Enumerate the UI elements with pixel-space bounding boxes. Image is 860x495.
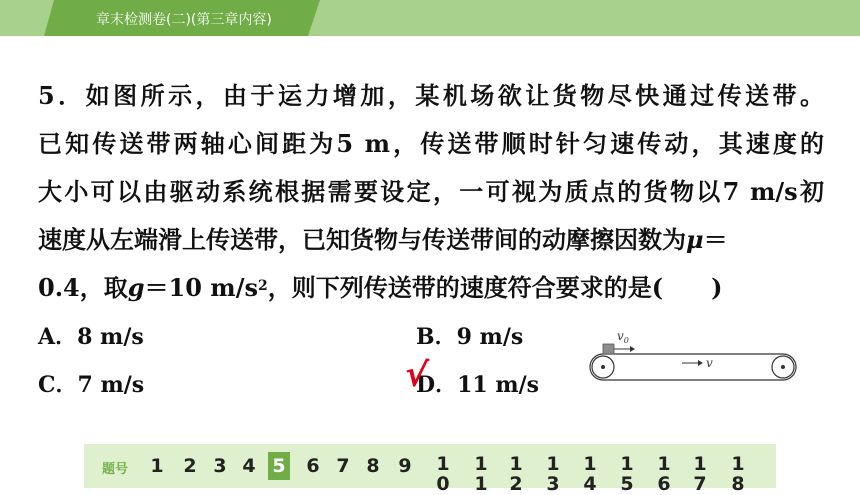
question-line-5	[38, 264, 824, 312]
nav-question-10[interactable]	[432, 454, 454, 494]
nav-number-bottom: 5	[620, 473, 634, 495]
question-text	[38, 72, 824, 312]
nav-number-bottom: 3	[546, 473, 560, 495]
question-line-1: 5．如图所示，由于运力增加，某机场欲让货物尽快通过传送带。	[38, 81, 824, 110]
nav-number-top: 5	[272, 455, 286, 477]
option-b[interactable]: B．9 m/s	[416, 324, 524, 350]
nav-number-top: 1	[620, 453, 634, 475]
mu-symbol: μ	[686, 225, 704, 254]
nav-question-17[interactable]	[689, 454, 711, 494]
superscript-2: 2	[257, 278, 268, 294]
nav-label: 题号	[102, 462, 129, 477]
conveyor-belt-diagram	[588, 326, 804, 388]
question-nav	[84, 444, 776, 495]
nav-number-top: 2	[183, 455, 197, 477]
nav-number-bottom: 4	[583, 473, 597, 495]
question-line-5-c: ，则下列传送带的速度符合要求的是( )	[267, 273, 723, 302]
nav-number-bottom: 7	[693, 473, 707, 495]
option-c[interactable]: C．7 m/s	[38, 372, 145, 398]
v0-label: $v_0$	[617, 329, 629, 345]
nav-question-8[interactable]	[362, 452, 384, 480]
answer-check-icon: √	[402, 353, 430, 397]
cargo-box	[603, 344, 614, 354]
nav-question-13[interactable]	[542, 454, 564, 494]
question-line-5-a: 0.4，取	[38, 273, 128, 302]
nav-question-2[interactable]	[179, 452, 201, 480]
nav-number-top: 1	[546, 453, 560, 475]
nav-number-bottom: 1	[474, 473, 488, 495]
nav-question-18[interactable]	[727, 454, 749, 494]
nav-number-bottom: 8	[731, 473, 745, 495]
g-symbol: g	[127, 273, 145, 302]
nav-number-top: 1	[731, 453, 745, 475]
equals-sign: ＝	[703, 225, 728, 254]
nav-number-top: 1	[509, 453, 523, 475]
nav-number-top: 9	[398, 455, 412, 477]
nav-question-12[interactable]	[505, 454, 527, 494]
nav-number-bottom: 6	[657, 473, 671, 495]
nav-number-top: 1	[150, 455, 164, 477]
left-pulley	[592, 356, 614, 378]
question-line-4	[38, 216, 824, 264]
v-label: v	[706, 356, 713, 370]
nav-question-14[interactable]	[579, 454, 601, 494]
belt-direction-arrow	[682, 360, 703, 366]
nav-question-1[interactable]	[146, 452, 168, 480]
nav-question-3[interactable]	[209, 452, 231, 480]
question-line-3: 大小可以由驱动系统根据需要设定，一可视为质点的货物以7 m/s初	[38, 177, 824, 206]
nav-number-bottom: 0	[436, 473, 450, 495]
conveyor-belt	[590, 354, 796, 380]
nav-question-7[interactable]	[332, 452, 354, 480]
nav-question-6[interactable]	[302, 452, 324, 480]
nav-number-top: 7	[336, 455, 350, 477]
nav-number-top: 1	[657, 453, 671, 475]
option-d[interactable]: D．11 m/s	[416, 372, 540, 398]
nav-number-bottom: 2	[509, 473, 523, 495]
nav-question-15[interactable]	[616, 454, 638, 494]
nav-question-4[interactable]	[238, 452, 260, 480]
nav-number-top: 1	[583, 453, 597, 475]
question-line-2: 已知传送带两轴心间距为5 m，传送带顺时针匀速传动，其速度的	[38, 129, 824, 158]
nav-number-top: 4	[242, 455, 256, 477]
right-pulley	[772, 356, 794, 378]
nav-question-9[interactable]	[394, 452, 416, 480]
question-line-5-b: ＝10 m/s	[144, 273, 258, 302]
nav-question-11[interactable]	[470, 454, 492, 494]
question-line-4-text: 速度从左端滑上传送带，已知货物与传送带间的动摩擦因数为	[38, 225, 686, 254]
nav-number-top: 6	[306, 455, 320, 477]
nav-question-5[interactable]	[268, 452, 290, 480]
nav-number-top: 3	[213, 455, 227, 477]
nav-number-top: 1	[436, 453, 450, 475]
nav-question-16[interactable]	[653, 454, 675, 494]
v0-arrow	[614, 346, 635, 352]
page-title: 章末检测卷(二)(第三章内容)	[96, 12, 272, 28]
nav-number-top: 1	[693, 453, 707, 475]
option-a[interactable]: A．8 m/s	[38, 324, 144, 350]
nav-number-top: 8	[366, 455, 380, 477]
nav-number-top: 1	[474, 453, 488, 475]
